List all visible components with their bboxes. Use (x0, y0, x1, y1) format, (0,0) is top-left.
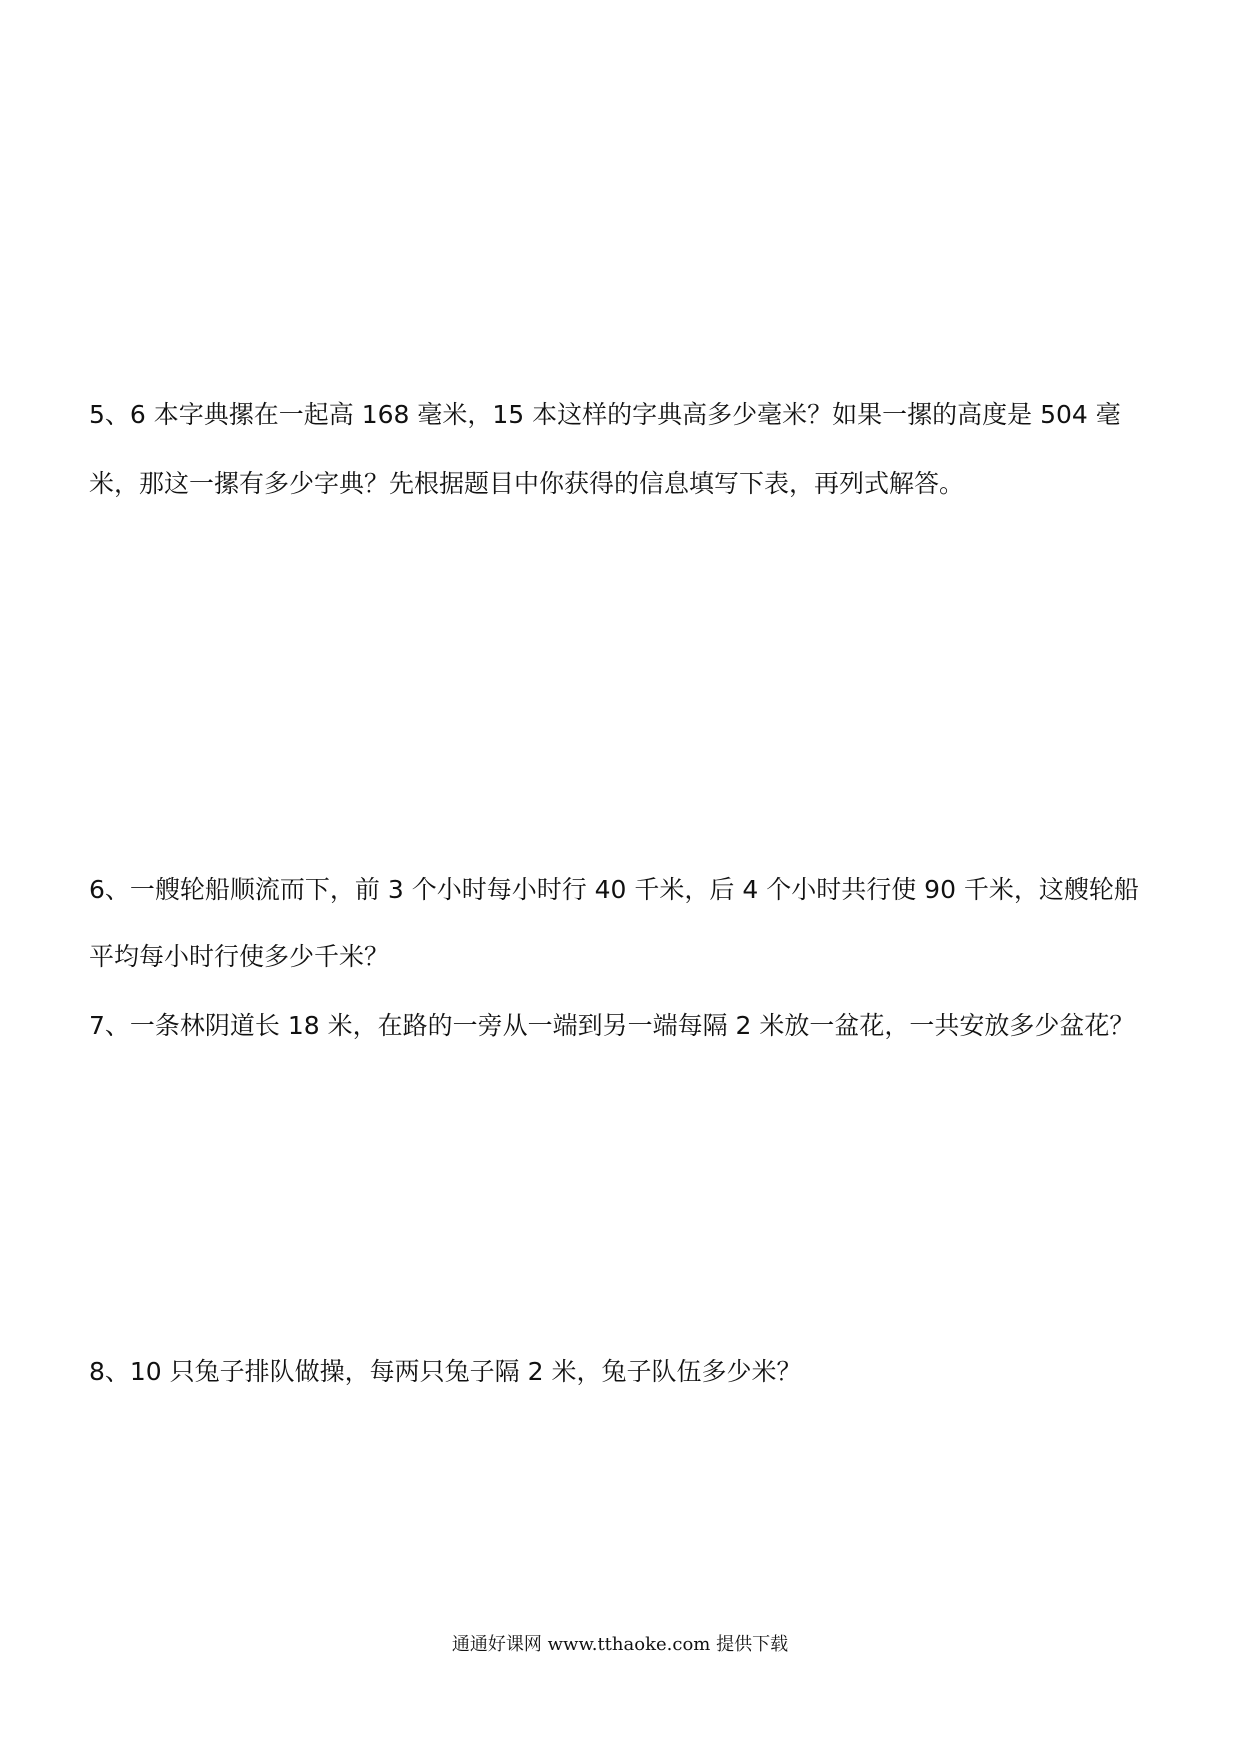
page-footer: 通通好课网 www.tthaoke.com 提供下载 (451, 1634, 789, 1655)
question-8-line-1: 8、10 只兔子排队做操，每两只兔子隔 2 米，兔子队伍多少米？ (89, 1357, 802, 1386)
question-7-line-1: 7、一条林阴道长 18 米，在路的一旁从一端到另一端每隔 2 米放一盆花，一共安放多少盆花？ (89, 1011, 1135, 1040)
question-6-line-2: 平均每小时行使多少千米？ (89, 942, 390, 971)
question-6-line-1: 6、一艘轮船顺流而下，前 3 个小时每小时行 40 千米，后 4 个小时共行使 90 千米，这艘轮船 (89, 875, 1139, 904)
question-5-line-1: 5、6 本字典摞在一起高 168 毫米，15 本这样的字典高多少毫米？如果一摞的高度是 504 毫 (89, 400, 1121, 429)
question-5-line-2: 米，那这一摞有多少字典？先根据题目中你获得的信息填写下表，再列式解答。 (89, 469, 965, 498)
